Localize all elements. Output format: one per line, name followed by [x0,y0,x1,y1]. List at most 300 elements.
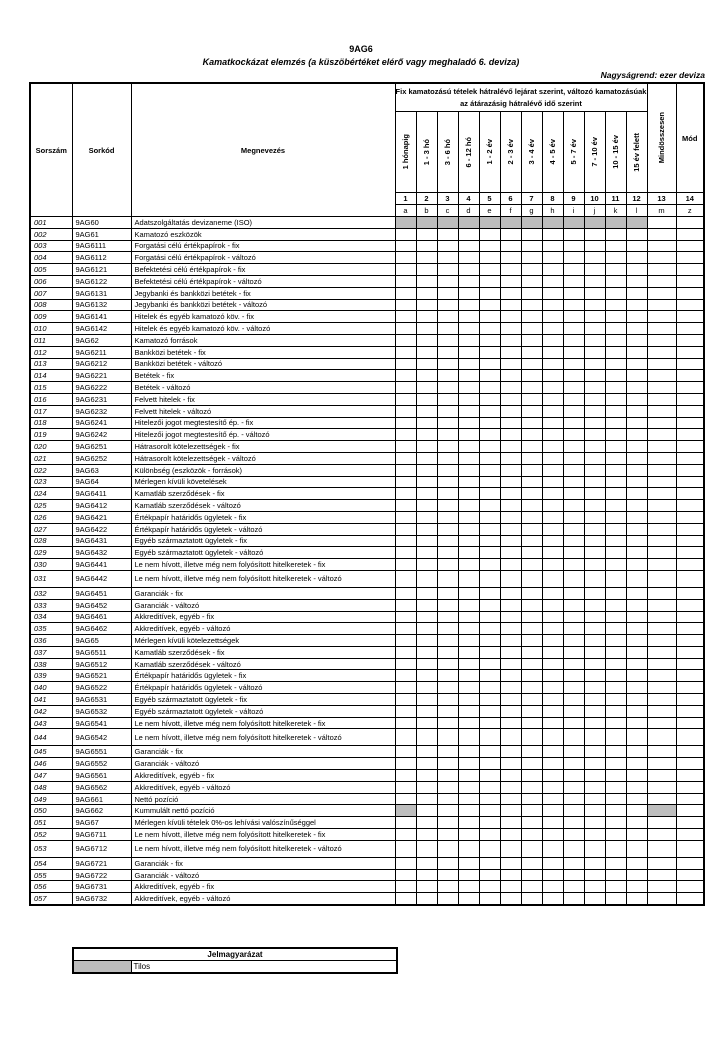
data-cell[interactable] [437,857,458,869]
data-cell[interactable] [647,646,676,658]
data-cell[interactable] [605,488,626,500]
data-cell[interactable] [542,746,563,758]
data-cell[interactable] [605,370,626,382]
data-cell[interactable] [458,252,479,264]
data-cell[interactable] [584,705,605,717]
data-cell[interactable] [395,729,416,746]
data-cell[interactable] [542,299,563,311]
data-cell[interactable] [416,382,437,394]
data-cell[interactable] [584,893,605,905]
data-cell[interactable] [647,840,676,857]
data-cell[interactable] [500,287,521,299]
data-cell[interactable] [605,570,626,587]
data-cell[interactable] [542,511,563,523]
data-cell[interactable] [563,829,584,841]
data-cell[interactable] [647,658,676,670]
data-cell[interactable] [676,611,704,623]
data-cell[interactable] [605,476,626,488]
data-cell[interactable] [416,275,437,287]
data-cell[interactable] [676,781,704,793]
data-cell[interactable] [500,670,521,682]
data-cell[interactable] [676,829,704,841]
data-cell[interactable] [500,869,521,881]
data-cell[interactable] [605,405,626,417]
data-cell[interactable] [676,228,704,240]
data-cell[interactable] [395,829,416,841]
data-cell[interactable] [500,893,521,905]
data-cell[interactable] [563,781,584,793]
data-cell[interactable] [479,587,500,599]
data-cell[interactable] [479,599,500,611]
data-cell[interactable] [605,334,626,346]
data-cell[interactable] [437,881,458,893]
data-cell[interactable] [647,670,676,682]
data-cell[interactable] [458,559,479,571]
data-cell[interactable] [437,535,458,547]
data-cell[interactable] [542,587,563,599]
data-cell[interactable] [437,358,458,370]
data-cell[interactable] [605,694,626,706]
data-cell[interactable] [458,746,479,758]
data-cell[interactable] [647,599,676,611]
data-cell[interactable] [563,500,584,512]
data-cell[interactable] [416,393,437,405]
data-cell[interactable] [395,559,416,571]
data-cell[interactable] [500,393,521,405]
data-cell[interactable] [676,535,704,547]
data-cell[interactable] [521,299,542,311]
data-cell[interactable] [416,523,437,535]
data-cell[interactable] [647,623,676,635]
data-cell[interactable] [605,646,626,658]
data-cell[interactable] [563,670,584,682]
data-cell[interactable] [563,758,584,770]
data-cell[interactable] [521,587,542,599]
data-cell[interactable] [626,570,647,587]
data-cell[interactable] [584,658,605,670]
data-cell[interactable] [500,511,521,523]
data-cell[interactable] [542,252,563,264]
data-cell[interactable] [500,646,521,658]
data-cell[interactable] [584,646,605,658]
data-cell[interactable] [626,599,647,611]
data-cell[interactable] [626,547,647,559]
data-cell[interactable] [500,770,521,782]
data-cell[interactable] [676,252,704,264]
data-cell[interactable] [395,405,416,417]
data-cell[interactable] [395,781,416,793]
data-cell[interactable] [584,682,605,694]
data-cell[interactable] [626,611,647,623]
data-cell[interactable] [458,464,479,476]
data-cell[interactable] [563,346,584,358]
data-cell[interactable] [395,476,416,488]
data-cell[interactable] [395,299,416,311]
data-cell[interactable] [479,705,500,717]
data-cell[interactable] [647,881,676,893]
data-cell[interactable] [416,682,437,694]
data-cell[interactable] [676,694,704,706]
data-cell[interactable] [676,464,704,476]
data-cell[interactable] [542,670,563,682]
data-cell[interactable] [647,417,676,429]
data-cell[interactable] [458,570,479,587]
data-cell[interactable] [584,793,605,805]
data-cell[interactable] [605,523,626,535]
data-cell[interactable] [626,393,647,405]
data-cell[interactable] [458,500,479,512]
data-cell[interactable] [605,511,626,523]
data-cell[interactable] [437,805,458,817]
data-cell[interactable] [479,857,500,869]
data-cell[interactable] [647,547,676,559]
data-cell[interactable] [647,717,676,729]
data-cell[interactable] [500,417,521,429]
data-cell[interactable] [676,511,704,523]
data-cell[interactable] [500,252,521,264]
data-cell[interactable] [626,405,647,417]
data-cell[interactable] [521,717,542,729]
data-cell[interactable] [479,417,500,429]
data-cell[interactable] [521,252,542,264]
data-cell[interactable] [416,829,437,841]
data-cell[interactable] [542,611,563,623]
data-cell[interactable] [458,829,479,841]
data-cell[interactable] [542,240,563,252]
data-cell[interactable] [521,323,542,335]
data-cell[interactable] [479,805,500,817]
data-cell[interactable] [563,240,584,252]
data-cell[interactable] [500,370,521,382]
data-cell[interactable] [479,240,500,252]
data-cell[interactable] [395,240,416,252]
data-cell[interactable] [437,793,458,805]
data-cell[interactable] [676,758,704,770]
data-cell[interactable] [437,705,458,717]
data-cell[interactable] [676,646,704,658]
data-cell[interactable] [647,523,676,535]
data-cell[interactable] [626,511,647,523]
data-cell[interactable] [584,417,605,429]
data-cell[interactable] [500,299,521,311]
data-cell[interactable] [479,570,500,587]
data-cell[interactable] [584,452,605,464]
data-cell[interactable] [584,746,605,758]
data-cell[interactable] [416,535,437,547]
data-cell[interactable] [563,646,584,658]
data-cell[interactable] [416,370,437,382]
data-cell[interactable] [395,611,416,623]
data-cell[interactable] [395,287,416,299]
data-cell[interactable] [676,817,704,829]
data-cell[interactable] [626,840,647,857]
data-cell[interactable] [605,275,626,287]
data-cell[interactable] [416,623,437,635]
data-cell[interactable] [584,334,605,346]
data-cell[interactable] [500,817,521,829]
data-cell[interactable] [542,311,563,323]
data-cell[interactable] [437,587,458,599]
data-cell[interactable] [500,746,521,758]
data-cell[interactable] [605,323,626,335]
data-cell[interactable] [395,770,416,782]
data-cell[interactable] [563,323,584,335]
data-cell[interactable] [542,523,563,535]
data-cell[interactable] [437,717,458,729]
data-cell[interactable] [563,694,584,706]
data-cell[interactable] [542,228,563,240]
data-cell[interactable] [479,441,500,453]
data-cell[interactable] [500,570,521,587]
data-cell[interactable] [437,547,458,559]
data-cell[interactable] [605,587,626,599]
data-cell[interactable] [626,770,647,782]
data-cell[interactable] [416,805,437,817]
data-cell[interactable] [563,275,584,287]
data-cell[interactable] [437,570,458,587]
data-cell[interactable] [416,570,437,587]
data-cell[interactable] [521,670,542,682]
data-cell[interactable] [563,535,584,547]
data-cell[interactable] [626,382,647,394]
data-cell[interactable] [542,705,563,717]
data-cell[interactable] [437,729,458,746]
data-cell[interactable] [563,405,584,417]
data-cell[interactable] [584,670,605,682]
data-cell[interactable] [647,464,676,476]
data-cell[interactable] [416,869,437,881]
data-cell[interactable] [563,464,584,476]
data-cell[interactable] [416,417,437,429]
data-cell[interactable] [542,370,563,382]
data-cell[interactable] [416,346,437,358]
data-cell[interactable] [479,358,500,370]
data-cell[interactable] [626,805,647,817]
data-cell[interactable] [647,770,676,782]
data-cell[interactable] [458,758,479,770]
data-cell[interactable] [437,817,458,829]
data-cell[interactable] [584,817,605,829]
data-cell[interactable] [542,535,563,547]
data-cell[interactable] [395,464,416,476]
data-cell[interactable] [521,264,542,276]
data-cell[interactable] [542,452,563,464]
data-cell[interactable] [521,559,542,571]
data-cell[interactable] [395,535,416,547]
data-cell[interactable] [563,682,584,694]
data-cell[interactable] [521,705,542,717]
data-cell[interactable] [542,793,563,805]
data-cell[interactable] [395,869,416,881]
data-cell[interactable] [416,240,437,252]
data-cell[interactable] [437,429,458,441]
data-cell[interactable] [584,511,605,523]
data-cell[interactable] [437,452,458,464]
data-cell[interactable] [437,829,458,841]
data-cell[interactable] [563,393,584,405]
data-cell[interactable] [416,658,437,670]
data-cell[interactable] [500,240,521,252]
data-cell[interactable] [584,559,605,571]
data-cell[interactable] [676,393,704,405]
data-cell[interactable] [626,240,647,252]
data-cell[interactable] [563,705,584,717]
data-cell[interactable] [437,694,458,706]
data-cell[interactable] [416,500,437,512]
data-cell[interactable] [521,358,542,370]
data-cell[interactable] [479,252,500,264]
data-cell[interactable] [437,252,458,264]
data-cell[interactable] [584,299,605,311]
data-cell[interactable] [626,311,647,323]
data-cell[interactable] [416,770,437,782]
data-cell[interactable] [584,770,605,782]
data-cell[interactable] [542,658,563,670]
data-cell[interactable] [521,287,542,299]
data-cell[interactable] [479,476,500,488]
data-cell[interactable] [479,781,500,793]
data-cell[interactable] [563,334,584,346]
data-cell[interactable] [584,881,605,893]
data-cell[interactable] [479,287,500,299]
data-cell[interactable] [605,881,626,893]
data-cell[interactable] [458,382,479,394]
data-cell[interactable] [521,746,542,758]
data-cell[interactable] [626,323,647,335]
data-cell[interactable] [521,829,542,841]
data-cell[interactable] [626,275,647,287]
data-cell[interactable] [521,488,542,500]
data-cell[interactable] [584,311,605,323]
data-cell[interactable] [542,682,563,694]
data-cell[interactable] [584,694,605,706]
data-cell[interactable] [521,857,542,869]
data-cell[interactable] [676,240,704,252]
data-cell[interactable] [605,417,626,429]
data-cell[interactable] [416,793,437,805]
data-cell[interactable] [676,217,704,229]
data-cell[interactable] [416,670,437,682]
data-cell[interactable] [647,275,676,287]
data-cell[interactable] [437,382,458,394]
data-cell[interactable] [584,500,605,512]
data-cell[interactable] [416,705,437,717]
data-cell[interactable] [626,705,647,717]
data-cell[interactable] [542,881,563,893]
data-cell[interactable] [676,441,704,453]
data-cell[interactable] [416,746,437,758]
data-cell[interactable] [542,829,563,841]
data-cell[interactable] [416,781,437,793]
data-cell[interactable] [500,729,521,746]
data-cell[interactable] [500,535,521,547]
data-cell[interactable] [676,746,704,758]
data-cell[interactable] [584,429,605,441]
data-cell[interactable] [605,805,626,817]
data-cell[interactable] [479,694,500,706]
data-cell[interactable] [521,535,542,547]
data-cell[interactable] [416,717,437,729]
data-cell[interactable] [584,869,605,881]
data-cell[interactable] [605,729,626,746]
data-cell[interactable] [542,264,563,276]
data-cell[interactable] [563,729,584,746]
data-cell[interactable] [521,452,542,464]
data-cell[interactable] [542,441,563,453]
data-cell[interactable] [479,500,500,512]
data-cell[interactable] [521,758,542,770]
data-cell[interactable] [437,646,458,658]
data-cell[interactable] [626,694,647,706]
data-cell[interactable] [479,758,500,770]
data-cell[interactable] [584,523,605,535]
data-cell[interactable] [521,869,542,881]
data-cell[interactable] [458,599,479,611]
data-cell[interactable] [458,729,479,746]
data-cell[interactable] [458,287,479,299]
data-cell[interactable] [437,275,458,287]
data-cell[interactable] [395,635,416,647]
data-cell[interactable] [437,488,458,500]
data-cell[interactable] [542,500,563,512]
data-cell[interactable] [676,476,704,488]
data-cell[interactable] [458,264,479,276]
data-cell[interactable] [605,658,626,670]
data-cell[interactable] [500,840,521,857]
data-cell[interactable] [416,611,437,623]
data-cell[interactable] [458,869,479,881]
data-cell[interactable] [626,264,647,276]
data-cell[interactable] [395,252,416,264]
data-cell[interactable] [416,559,437,571]
data-cell[interactable] [395,500,416,512]
data-cell[interactable] [676,623,704,635]
data-cell[interactable] [563,658,584,670]
data-cell[interactable] [521,334,542,346]
data-cell[interactable] [542,275,563,287]
data-cell[interactable] [605,358,626,370]
data-cell[interactable] [500,623,521,635]
data-cell[interactable] [395,658,416,670]
data-cell[interactable] [605,705,626,717]
data-cell[interactable] [395,717,416,729]
data-cell[interactable] [542,559,563,571]
data-cell[interactable] [479,729,500,746]
data-cell[interactable] [458,240,479,252]
data-cell[interactable] [676,311,704,323]
data-cell[interactable] [416,252,437,264]
data-cell[interactable] [584,323,605,335]
data-cell[interactable] [647,476,676,488]
data-cell[interactable] [395,893,416,905]
data-cell[interactable] [437,311,458,323]
data-cell[interactable] [395,857,416,869]
data-cell[interactable] [500,500,521,512]
data-cell[interactable] [584,547,605,559]
data-cell[interactable] [647,382,676,394]
data-cell[interactable] [647,311,676,323]
data-cell[interactable] [647,869,676,881]
data-cell[interactable] [437,441,458,453]
data-cell[interactable] [605,611,626,623]
data-cell[interactable] [395,323,416,335]
data-cell[interactable] [437,682,458,694]
data-cell[interactable] [479,547,500,559]
data-cell[interactable] [647,358,676,370]
data-cell[interactable] [626,452,647,464]
data-cell[interactable] [563,611,584,623]
data-cell[interactable] [395,393,416,405]
